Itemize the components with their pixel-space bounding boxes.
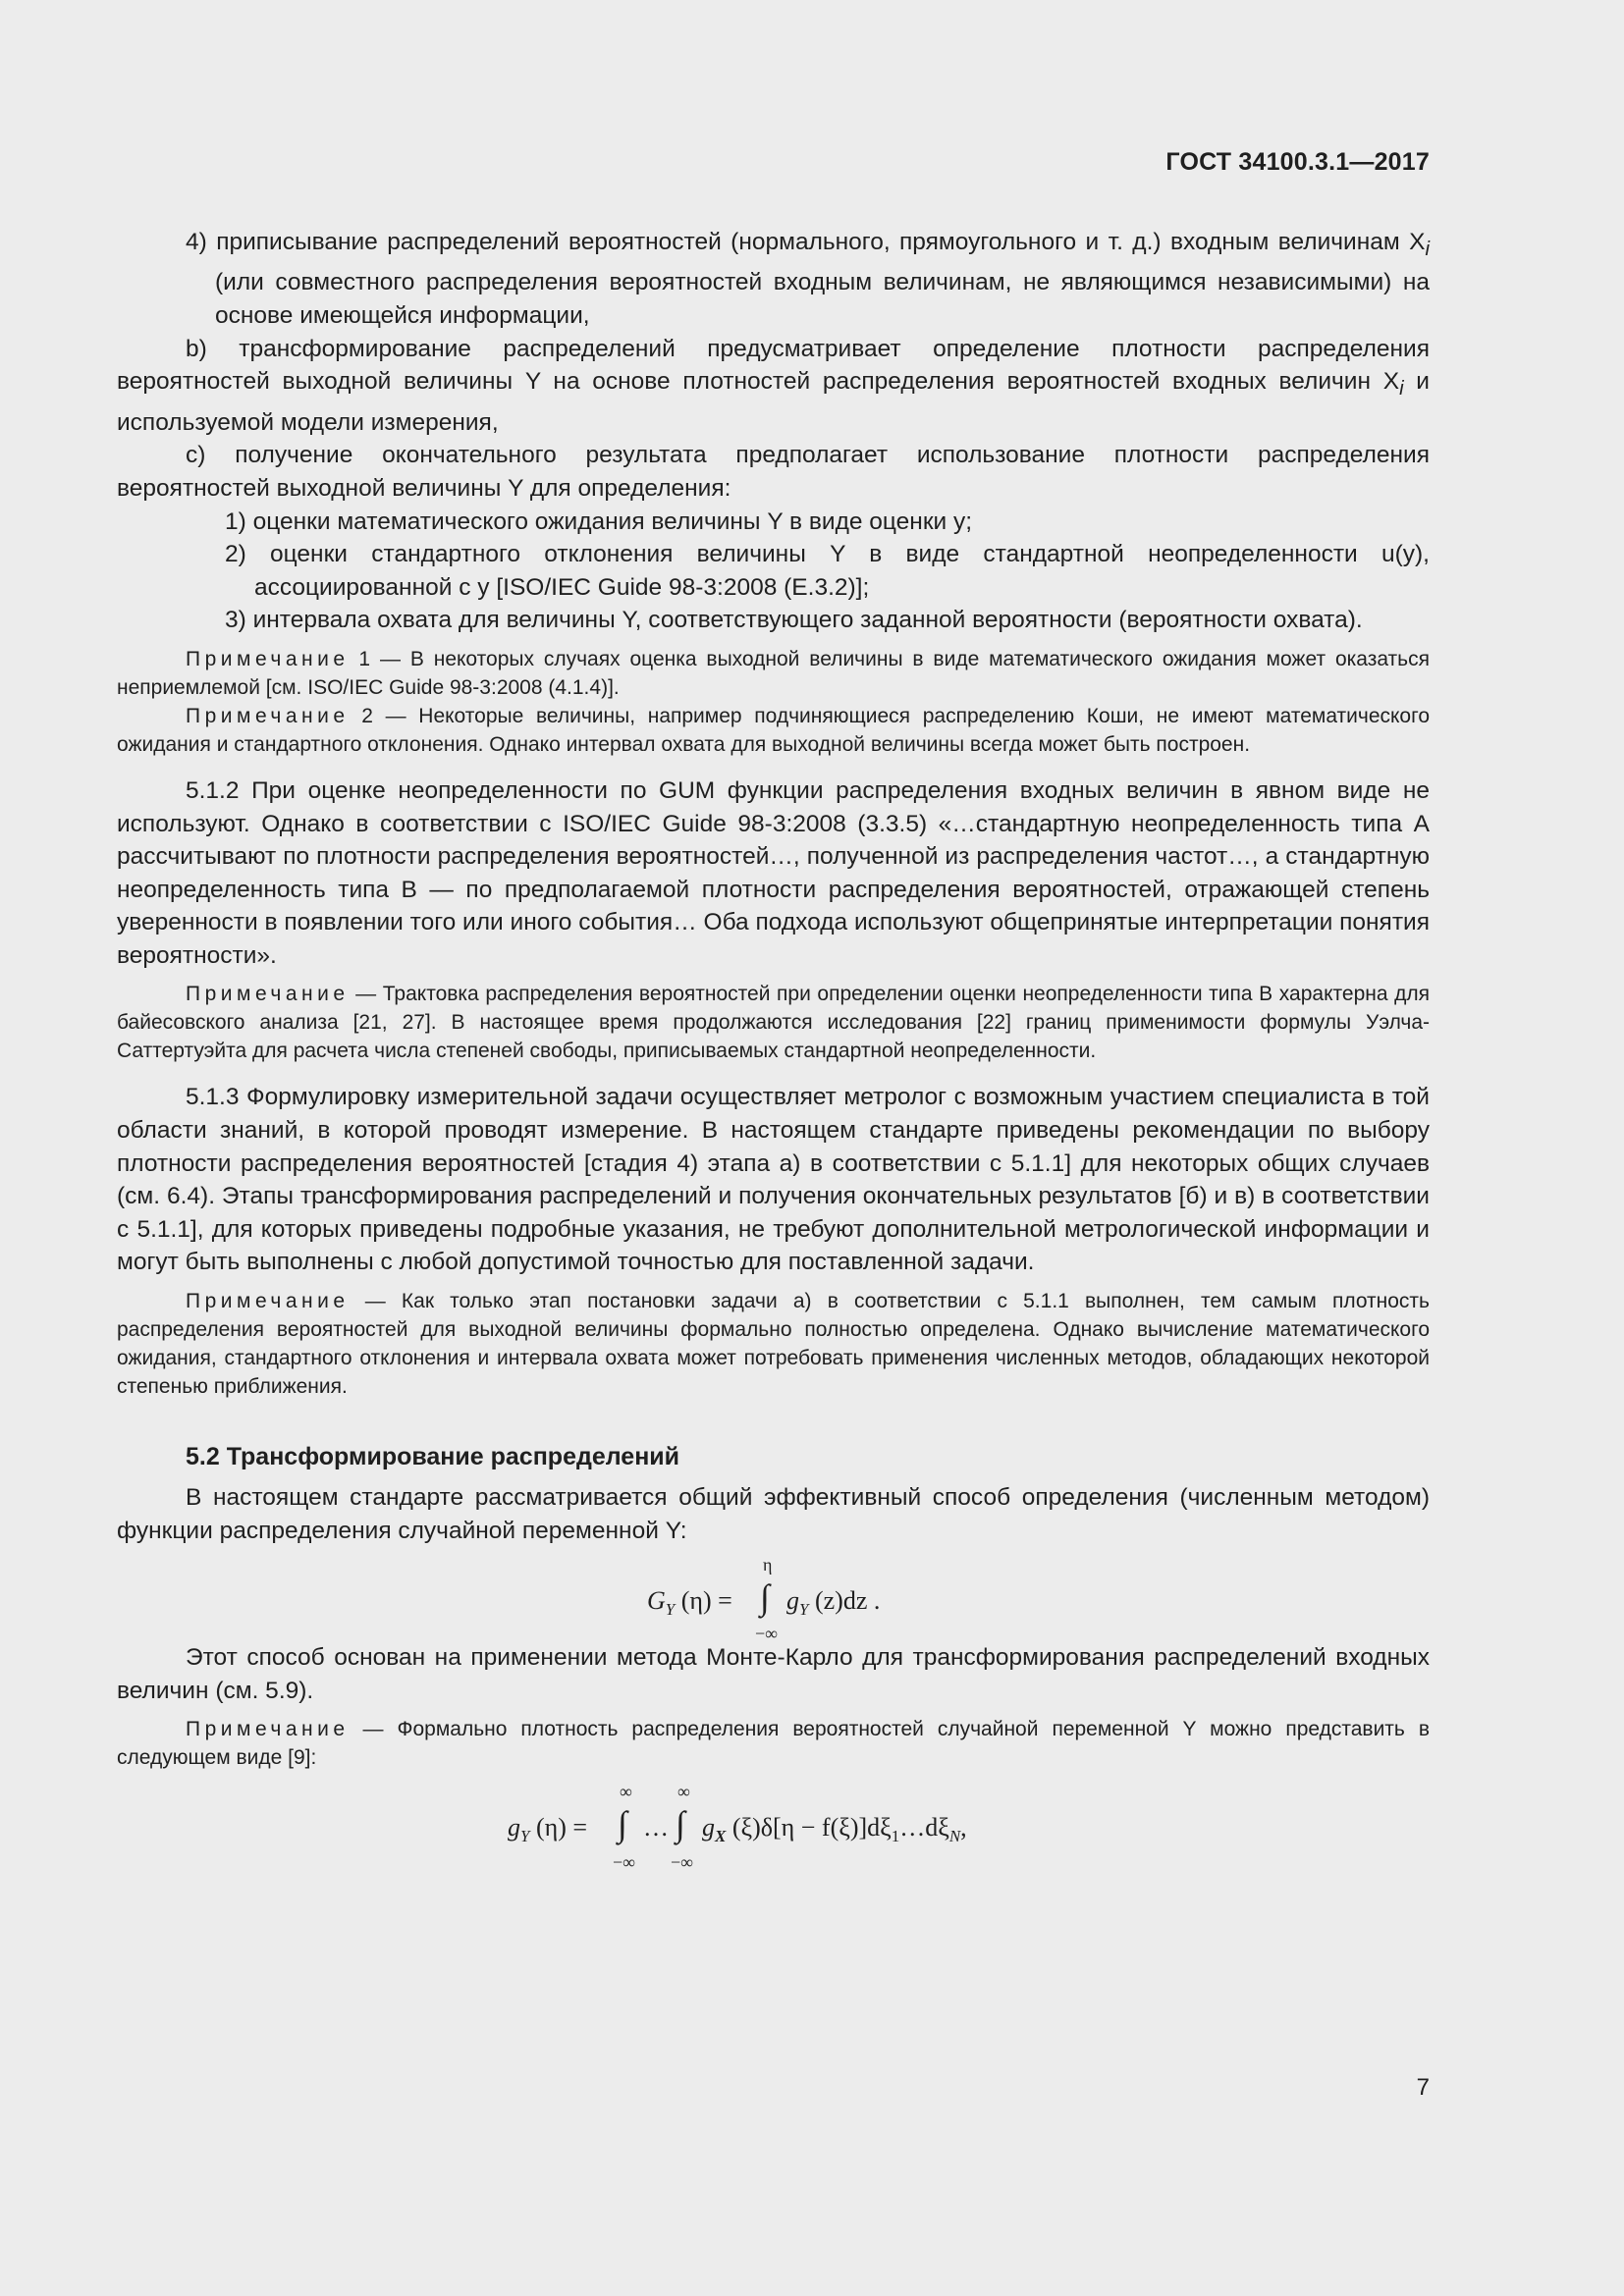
page-body — [117, 226, 1430, 1873]
paragraph-5-1-3: 5.1.3 Формулировку измерительной задачи осуществляет метролог с возможным участием специалиста в той области знаний, в которой проводят измерение. В настоящем стандарте приведены рекомендации по выбору плотности распределения вероятностей [стадия 4) этапа а) в соответствии с 5.1.1] для некоторых общих случаев (см. 6.4). Этапы трансформирования распределений и получения окончательных результатов [б) и в) в соответствии с 5.1.1], для которых приведены подробные указания, не требуют дополнительной метрологической информации и могут быть выполнены с любой допустимой точностью для поставленной задачи. — [117, 1084, 1430, 1276]
list-item-b: b) трансформирование распределений предусматривает определение плотности распределения вероятностей выходной величины Y на основе плотностей распределения вероятностей входных величин $X_i$ и используемой модели измерения, — [117, 335, 1430, 436]
paragraph-5-1-2: 5.1.2 При оценке неопределенности по GUM функции распределения входных величин в явном виде не используют. Однако в соответствии с ISO/IEC Guide 98-3:2008 (3.3.5) «…стандартную неопределенность типа А рассчитывают по плотности распределения вероятностей…, полученной из распределения частот…, а стандартную неопределенность типа В — по предполагаемой плотности распределения вероятностей, отражающей степень уверенности в появлении того или иного события… Оба подхода используют общепринятые интерпретации понятия вероятности». — [117, 776, 1430, 969]
paragraph-5-2-intro: В настоящем стандарте рассматривается общий эффективный способ определения (численным методом) функции распределения случайной переменной Y: — [117, 1484, 1430, 1544]
note-1: Примечание 1 — В некоторых случаях оценка выходной величины в виде математического ожидания может оказаться неприемлемой [см. ISO/IEC Guide 98-3:2008 (4.1.4)]. — [117, 647, 1430, 699]
page-number: 7 — [1416, 2074, 1430, 2101]
list-item-c3: 3) интервала охвата для величины Y, соответствующего заданной вероятности (вероятности охвата). — [225, 607, 1363, 634]
note-5: Примечание — Формально плотность распределения вероятностей случайной переменной Y можно представить в следующем виде [9]: — [117, 1718, 1430, 1770]
list-item-c2: 2) оценки стандартного отклонения величины Y в виде стандартной неопределенности u(y), ассоциированной с y [ISO/IEC Guide 98-3:2008 (E.3.2)]; — [225, 541, 1430, 601]
list-item-c1: 1) оценки математического ожидания величины Y в виде оценки y; — [225, 507, 973, 535]
list-item-4: 4) приписывание распределений вероятностей (нормального, прямоугольного и т. д.) входным величинам $X_i$ (или совместного распределения вероятностей входным величинам, не являющимся независимыми) на основе имеющейся информации, — [186, 229, 1430, 330]
formula-distribution-function: $G_Y$ (η) = η ∫ −∞ $g_Y$ (z)dz . — [647, 1555, 881, 1644]
formula-probability-density: $g_Y$ (η) = ∞ ∫ −∞ … ∞ ∫ −∞ $g_X$ $(\xi)\delta[\eta - f(\xi)]d\xi_1\dots d\xi_N$, — [508, 1782, 967, 1873]
document-id: ГОСТ 34100.3.1—2017 — [1165, 148, 1430, 176]
paragraph-5-2-monte-carlo: Этот способ основан на применении метода Монте-Карло для трансформирования распределений входных величин (см. 5.9). — [117, 1644, 1430, 1704]
section-heading-5-2: 5.2 Трансформирование распределений — [186, 1443, 680, 1471]
note-2: Примечание 2 — Некоторые величины, например подчиняющиеся распределению Коши, не имеют математического ожидания и стандартного отклонения. Однако интервал охвата для выходной величины всегда может быть построен. — [117, 704, 1430, 756]
note-4: Примечание — Как только этап постановки задачи а) в соответствии с 5.1.1 выполнен, тем самым плотность распределения вероятностей для выходной величины формально полностью определена. Однако вычисление математического ожидания, стандартного отклонения и интервала охвата может потребовать применения численных методов, обладающих некоторой степенью приближения. — [117, 1290, 1430, 1399]
note-3: Примечание — Трактовка распределения вероятностей при определении оценки неопределенности типа В характерна для байесовского анализа [21, 27]. В настоящее время продолжаются исследования [22] границ применимости формулы Уэлча-Саттертуэйта для расчета числа степеней свободы, приписываемых стандартной неопределенности. — [117, 983, 1430, 1063]
list-item-c: c) получение окончательного результата предполагает использование плотности распределения вероятностей выходной величины Y для определения: — [117, 442, 1430, 502]
